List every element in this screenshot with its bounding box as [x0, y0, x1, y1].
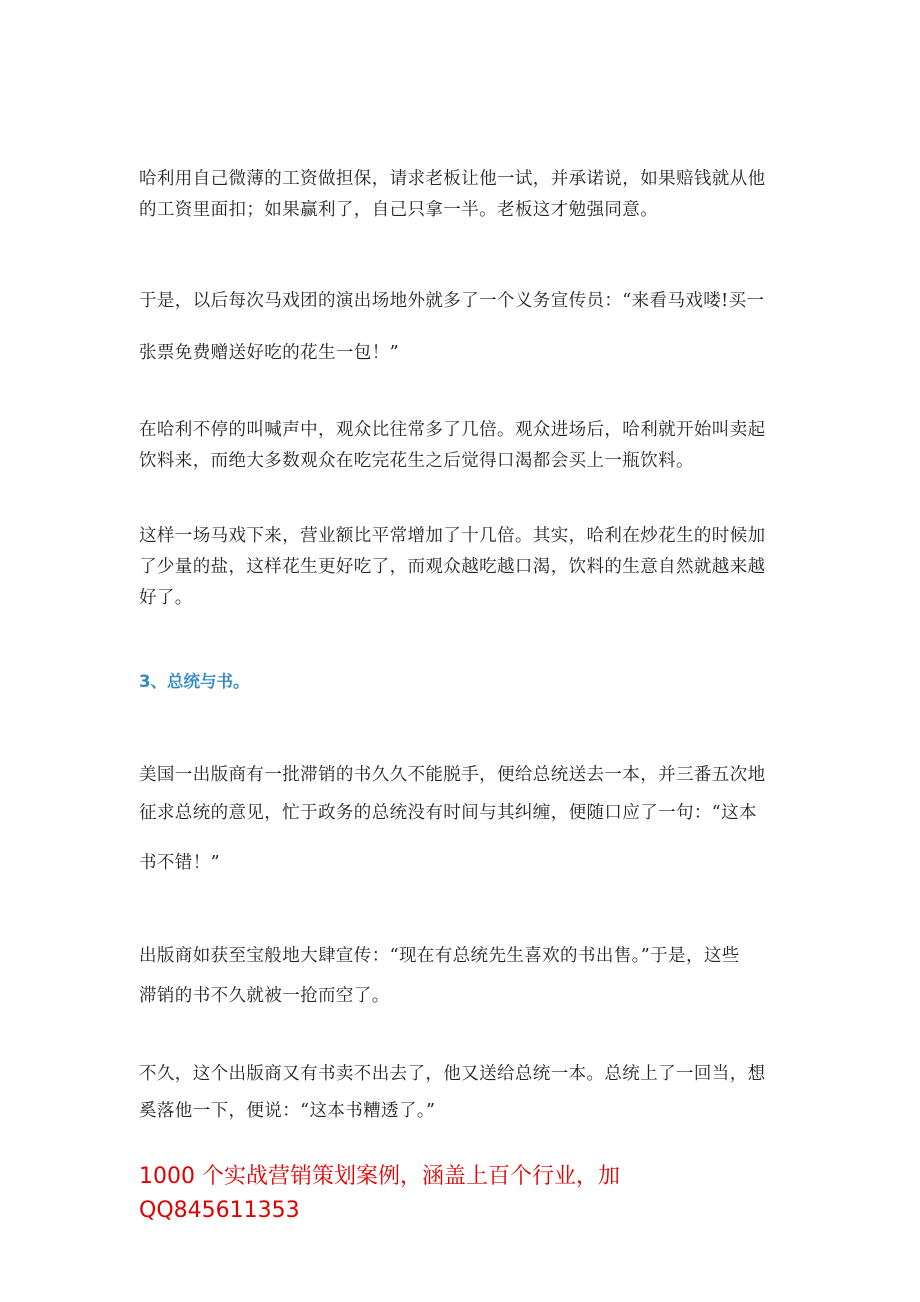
- section-heading: 3、总统与书。: [139, 672, 250, 691]
- text-line: 张票免费赠送好吃的花生一包！”: [139, 343, 399, 363]
- paragraph-salt-trick: [139, 521, 789, 614]
- paragraph-advertising: [139, 936, 789, 1016]
- text-line: 奚落他一下，便说：“这本书糟透了。”: [139, 1101, 436, 1121]
- text-line: 不久，这个出版商又有书卖不出去了，他又送给总统一本。总统上了一回当，想: [139, 1064, 766, 1084]
- text-line: 了少量的盐，这样花生更好吃了，而观众越吃越口渴，饮料的生意自然就越来越: [139, 557, 766, 577]
- text-line: 这样一场马戏下来，营业额比平常增加了十几倍。其实，哈利在炒花生的时候加: [139, 526, 766, 546]
- text-line: 美国一出版商有一批滞销的书久久不能脱手，便给总统送去一本，并三番五次地: [139, 765, 766, 785]
- text-line: 滞销的书不久就被一抢而空了。: [139, 986, 390, 1006]
- text-line: 哈利用自己微薄的工资做担保，请求老板让他一试，并承诺说，如果赔钱就从他: [139, 169, 766, 189]
- promo-text: [139, 1160, 839, 1228]
- text-line: 于是，以后每次马戏团的演出场地外就多了一个义务宣传员：“来看马戏喽!买一: [139, 291, 765, 311]
- text-line: 在哈利不停的叫喊声中，观众比往常多了几倍。观众进场后，哈利就开始叫卖起: [139, 420, 766, 440]
- text-line: 好了。: [139, 588, 193, 608]
- text-line: 征求总统的意见，忙于政务的总统没有时间与其纠缠，便随口应了一句：“这本: [139, 803, 757, 823]
- paragraph-second-book: [139, 1056, 789, 1130]
- paragraph-promoter: [139, 275, 789, 379]
- text-line: 书不错！”: [139, 853, 220, 873]
- paragraph-guarantee: [139, 164, 789, 226]
- text-line: 饮料来，而绝大多数观众在吃完花生之后觉得口渴都会买上一瓶饮料。: [139, 451, 694, 471]
- promo-line: QQ845611353: [139, 1198, 300, 1223]
- paragraph-publisher: [139, 756, 789, 882]
- promo-line: 1000 个实战营销策划案例，涵盖上百个行业，加: [139, 1164, 620, 1189]
- text-line: 的工资里面扣；如果赢利了，自己只拿一半。老板这才勉强同意。: [139, 200, 659, 220]
- paragraph-audience: [139, 415, 789, 477]
- text-line: 出版商如获至宝般地大肆宣传：“现在有总统先生喜欢的书出售。”于是，这些: [139, 946, 740, 966]
